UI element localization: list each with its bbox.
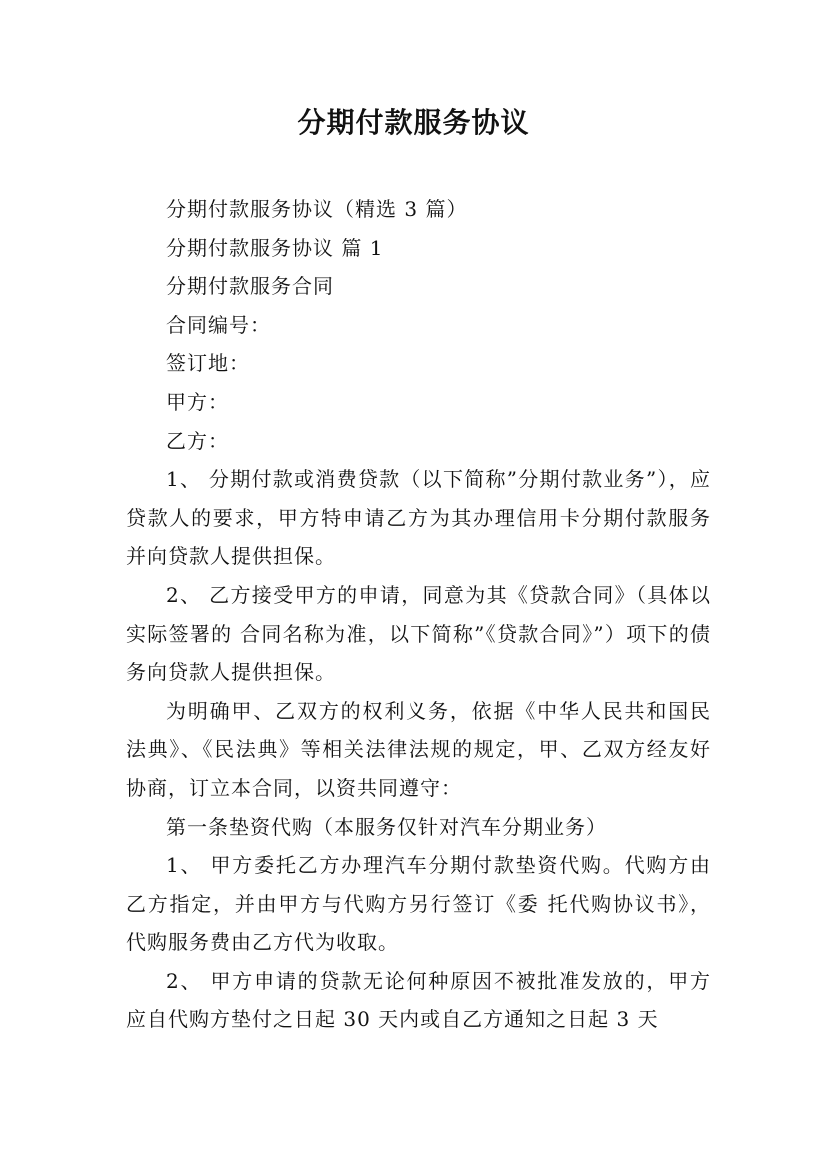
contract-number-field: 合同编号： xyxy=(166,312,271,337)
paragraph-1: 1、 分期付款或消费贷款（以下简称”分期付款业务”），应贷款人的要求，甲方特申请乙方为其办理信用卡分期付款服务并向贷款人提供担保。 xyxy=(126,467,711,569)
signing-place-field: 签订地： xyxy=(166,351,250,376)
section-heading: 第一条垫资代购（本服务仅针对汽车分期业务） xyxy=(166,814,607,839)
contract-heading: 分期付款服务合同 xyxy=(166,274,334,299)
document-body xyxy=(126,190,711,1039)
paragraph-3: 为明确甲、乙双方的权利义务，依据《中华人民共和国民法典》、《民法典》等相关法律法规的规定，甲、乙双方经友好协商，订立本合同，以资共同遵守： xyxy=(126,698,711,800)
document-title: 分期付款服务协议 xyxy=(297,106,530,139)
subtitle-line: 分期付款服务协议（精选 3 篇） xyxy=(166,197,468,221)
section-paragraph-1: 1、 甲方委托乙方办理汽车分期付款垫资代购。代购方由乙方指定，并由甲方与代购方另行签订《委 托代购协议书》，代购服务费由乙方代为收取。 xyxy=(126,853,711,955)
section-paragraph-2: 2、 甲方申请的贷款无论何种原因不被批准发放的，甲方应自代购方垫付之日起 30 天内或自乙方通知之日起 3 天 xyxy=(126,968,711,1032)
article-heading: 分期付款服务协议 篇 1 xyxy=(166,235,384,260)
paragraph-2: 2、 乙方接受甲方的申请，同意为其《贷款合同》（具体以实际签署的 合同名称为准，以下简称”《贷款合同》”）项下的债务向贷款人提供担保。 xyxy=(126,582,711,685)
party-b-field: 乙方： xyxy=(166,428,229,453)
party-a-field: 甲方： xyxy=(166,389,229,414)
